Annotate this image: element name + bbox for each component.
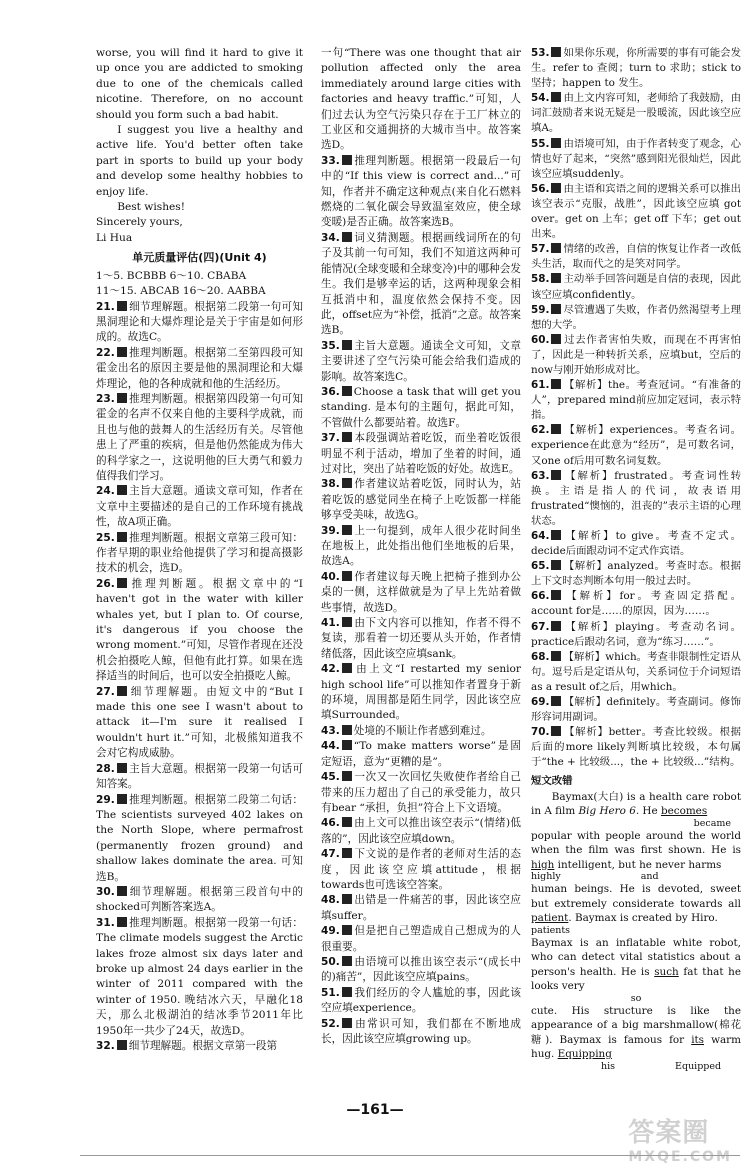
question-number: 48. — [321, 894, 340, 907]
explanation-item — [531, 529, 741, 559]
question-number: 66. — [531, 590, 550, 603]
explanation-item — [531, 589, 741, 619]
question-number: 38. — [321, 478, 340, 491]
explanation-text: 推理判断题。根据第一段第一句话：The climate models suggest the Arctic lakes froze almost six days later and broke up almost 24 days earlier in the winter of 2011 compared with the winter of 1950. 晚结冰六天，早融化18天，那么北极湖泊的结冰季节2011年比1950年一共少了24天，故选D。 — [96, 916, 303, 1037]
explanation-item — [96, 685, 303, 762]
explanation-item — [321, 339, 521, 385]
explanation-list — [531, 46, 741, 771]
answer-box-icon — [551, 334, 561, 344]
explanation-item — [531, 620, 741, 650]
explanation-item — [531, 559, 741, 589]
essay-text: popular with people around the world when the film was first shown. He is — [531, 829, 741, 857]
explanation-item — [321, 847, 521, 893]
question-number: 30. — [96, 885, 115, 898]
question-number: 36. — [321, 385, 340, 398]
letter-wishes: Best wishes! — [117, 201, 185, 214]
explanation-text: 【解析】frustrated。考查词性转换。主语是指人的代词，故表语用frustrated“懊恼的，沮丧的”表示主语的心理状态。 — [531, 469, 741, 527]
correction-mark: his Equipped — [601, 1060, 722, 1072]
explanation-item — [531, 137, 741, 182]
answer-box-icon — [342, 740, 352, 750]
explanation-text: 【解析】to give。考查不定式。decide后面跟动词不定式作宾语。 — [531, 530, 741, 558]
question-number: 67. — [531, 620, 550, 633]
answer-box-icon — [551, 651, 561, 661]
explanation-item — [321, 1017, 521, 1048]
error-word: such — [654, 965, 679, 978]
question-number: 54. — [531, 92, 550, 105]
explanation-text: 由上文内容可知，老师给了我鼓励，由词汇鼓励者来说无疑是一股暖流，因此该空应填A。 — [531, 92, 741, 135]
correction-title: 短文改错 — [531, 774, 573, 787]
explanation-item — [531, 182, 741, 242]
letter-closing: Sincerely yours, — [96, 216, 183, 229]
correction-mark: patients — [531, 924, 571, 936]
explanation-item — [321, 662, 521, 724]
answer-box-icon — [117, 393, 127, 403]
question-number: 70. — [531, 726, 550, 739]
explanation-text: 【解析】better。考查比较级。根据后面的more likely判断填比较级，本句属于“the + 比较级...，the + 比较级...”结构。 — [531, 726, 741, 769]
question-number: 37. — [321, 432, 340, 445]
explanation-list — [96, 300, 303, 1055]
answer-box-icon — [117, 485, 127, 495]
answer-box-icon — [551, 243, 561, 253]
question-number: 63. — [531, 469, 550, 482]
answer-box-icon — [342, 894, 352, 904]
question-number: 25. — [96, 531, 115, 544]
explanation-text: 过去作者害怕失败，而现在不再害怕了，因此是一种转折关系，应填but，空后的now与刚开始形成对比。 — [531, 333, 741, 376]
watermark-logo: 答案圈 MXQE.COM — [628, 1118, 732, 1165]
explanation-item — [321, 955, 521, 986]
answer-key: 11～15. ABCAB 16～20. AABBA — [96, 285, 266, 298]
explanation-item — [321, 46, 521, 154]
explanation-text: 【解析】the。考查冠词。“有准备的人”，prepared mind前应加定冠词，表示特指。 — [531, 379, 741, 422]
explanation-item — [531, 303, 741, 333]
question-number: 62. — [531, 424, 550, 437]
explanation-item — [96, 346, 303, 392]
question-number: 26. — [96, 577, 115, 590]
explanation-text: 由上文“I restarted my senior high school life”可以推知作者置身于新的环境，周围都是陌生同学，因此该空应填Surrounded。 — [321, 663, 521, 722]
explanation-text: 本段强调站着吃饭，而坐着吃饭很明显不利于活动，增加了坐着的时间，通过对比，突出了站着吃饭的好处。故选E。 — [321, 432, 521, 475]
question-number: 40. — [321, 570, 340, 583]
explanation-text: 如果你乐观，你所需要的事有可能会发生。refer to 查阅；turn to 求助；stick to 坚持；happen to 发生。 — [531, 47, 741, 90]
explanation-text: 作者建议站着吃饭，同时认为，站着吃饭的感觉同坐在椅子上吃饭都一样能够享受美味，故选G。 — [321, 478, 521, 522]
explanation-text: 【解析】for。考查固定搭配。account for是……的原因，因为……。 — [531, 590, 741, 618]
explanation-text: 由上文可以推出该空表示“(情绪)低落的”，因此该空应填down。 — [321, 817, 521, 845]
explanation-text: 由语境可知，由于作者转变了观念，心情也好了起来，“突然”感到阳光很灿烂，因此该空应填suddenly。 — [531, 137, 741, 180]
explanation-text: 推理判断题。根据文章中的“I haven't got in the water with killer whales yet, but I plan to. Of course, it's dangerous if you choose the wrong moment.”可知，尽管作者现在还没机会拍摄吃人鲸，但他有此打算。如果在选择适当的时间后，也可以安全拍摄吃人鲸。 — [96, 577, 303, 683]
explanation-text: 推理判断题。根据第二段第二句话：The scientists surveyed 402 lakes on the North Slope, where permafrost (permanently frozen ground) and shallow lakes dominate the area. 可知选B。 — [96, 793, 303, 883]
answer-box-icon — [551, 273, 561, 283]
answer-box-icon — [117, 917, 127, 927]
question-number: 46. — [321, 817, 340, 830]
explanation-item — [96, 392, 303, 484]
explanation-item — [321, 154, 521, 231]
answer-box-icon — [551, 379, 561, 389]
question-number: 52. — [321, 1017, 340, 1030]
answer-box-icon — [342, 987, 352, 997]
question-number: 23. — [96, 392, 115, 405]
question-number: 58. — [531, 273, 550, 286]
answer-box-icon — [342, 848, 352, 858]
explanation-text: 细节理解题。根据第三段首句中的shocked可判断答案选A。 — [96, 885, 303, 914]
answer-box-icon — [117, 686, 127, 696]
answer-box-icon — [342, 1018, 352, 1028]
explanation-item — [96, 793, 303, 885]
explanation-item — [96, 531, 303, 577]
answer-box-icon — [117, 578, 127, 588]
question-number: 50. — [321, 955, 340, 968]
explanation-item — [96, 916, 303, 1039]
explanation-item — [321, 385, 521, 431]
explanation-item — [531, 242, 741, 272]
essay-text: warm hug. — [531, 1033, 741, 1061]
question-number: 68. — [531, 650, 550, 663]
explanation-text: 主旨大意题。通读全文可知，文章主要讲述了空气污染可能会给我们造成的影响。故答案选C。 — [321, 339, 521, 383]
question-number: 27. — [96, 685, 115, 698]
answer-box-icon — [551, 470, 561, 480]
question-number: 44. — [321, 740, 340, 753]
film-title: Big Hero 6 — [578, 805, 636, 818]
essay-text: fat that he looks very — [531, 965, 742, 993]
essay-text: . He — [635, 805, 658, 818]
answer-box-icon — [551, 92, 561, 102]
answer-box-icon — [342, 571, 352, 581]
explanation-item — [96, 577, 303, 685]
answer-box-icon — [342, 925, 352, 935]
explanation-item — [321, 570, 521, 616]
explanation-item — [96, 1039, 303, 1054]
question-number: 59. — [531, 303, 550, 316]
column-right — [531, 46, 741, 1072]
explanation-text: 细节理解题。根据第二段第一句可知黑洞理论和大爆炸理论是关于宇宙是如何形成的。故选C。 — [96, 300, 303, 344]
explanation-text: 词义猜测题。根据画线词所在的句子及其前一句可知，我们不知道这两种可能情况(全球变暖和全球变冷)中的哪种会发生。我们是够幸运的话，这两种现象会相互抵消中和，温度依然会保持不变。因此，offset应为“补偿，抵消”之意。故答案选B。 — [321, 231, 521, 337]
letter-paragraph: I suggest you live a healthy and active life. You'd better often take part in sports to build up your body and develop some healthy hobbies to enjoy life. — [96, 124, 303, 198]
error-word: becomes — [660, 805, 708, 818]
answer-box-icon — [117, 301, 127, 311]
explanation-list — [321, 46, 521, 1047]
question-number: 32. — [96, 1040, 115, 1052]
question-number: 49. — [321, 925, 340, 938]
question-number: 57. — [531, 243, 550, 256]
correction-mark: became — [693, 817, 731, 829]
answer-box-icon — [551, 183, 561, 193]
question-number: 41. — [321, 617, 340, 630]
answer-box-icon — [117, 794, 127, 804]
essay-text: human beings. He is devoted, sweet but extremely considerate towards all — [531, 883, 741, 910]
answer-box-icon — [551, 138, 561, 148]
answer-box-icon — [551, 621, 561, 631]
explanation-item — [531, 695, 741, 725]
answer-box-icon — [342, 956, 352, 966]
column-middle — [321, 46, 521, 1047]
explanation-text: 作者建议每天晚上把椅子推到办公桌的一侧，这样做就是为了早上先站着做些事情，故选D。 — [321, 570, 521, 614]
explanation-item — [321, 893, 521, 924]
correction-mark: so — [630, 992, 642, 1004]
explanation-text: 情绪的改善，自信的恢复让作者一改低头生活，取而代之的是笑对同学。 — [531, 243, 741, 271]
bottom-rule — [80, 1155, 740, 1156]
answer-box-icon — [342, 155, 352, 165]
explanation-text: 细节理解题。根据文章第一段第 — [128, 1040, 278, 1052]
explanation-text: 【解析】analyzed。考查时态。根据上下文时态判断本句用一般过去时。 — [531, 560, 741, 588]
answer-box-icon — [342, 817, 352, 827]
explanation-item — [321, 739, 521, 770]
page-number: —161— — [346, 1102, 404, 1118]
explanation-item — [96, 885, 303, 916]
error-word: Equipping — [557, 1048, 612, 1061]
question-number: 31. — [96, 916, 115, 929]
explanation-item — [531, 378, 741, 423]
explanation-item — [321, 431, 521, 477]
answer-box-icon — [551, 726, 561, 736]
question-number: 53. — [531, 47, 550, 59]
answer-box-icon — [551, 304, 561, 314]
explanation-text: 推理判断题。根据第四段第一句可知霍金的名声不仅来自他的主要科学成就，而且也与他的鼓舞人的生活经历有关。尽管他患上了严重的疾病，但是他仍然能成为伟大的科学家之一，这说明他的巨大勇气和毅力值得我们学习。 — [96, 392, 303, 482]
explanation-text: 但是把自己塑造成自己想成为的人很重要。 — [321, 925, 521, 953]
question-number: 24. — [96, 485, 115, 498]
explanation-item — [531, 650, 741, 695]
section-title: 单元质量评估(四)(Unit 4) — [132, 251, 267, 265]
explanation-text: 上一句提到，成年人很少花时间坐在地板上，此处指出他们坐地板的后果，故选A。 — [321, 524, 521, 568]
explanation-text: 出错是一件痛苦的事，因此该空应填suffer。 — [321, 894, 521, 922]
answer-box-icon — [342, 340, 352, 350]
answer-box-icon — [117, 532, 127, 542]
explanation-item — [321, 816, 521, 847]
answer-box-icon — [551, 590, 561, 600]
letter-signature: Li Hua — [96, 231, 133, 244]
answer-box-icon — [551, 530, 561, 540]
answer-box-icon — [342, 525, 352, 535]
explanation-item — [531, 272, 741, 302]
explanation-item — [321, 477, 521, 523]
explanation-text: 下文说的是作者的老师对生活的态度，因此该空应填attitude，根据towards也可选该空答案。 — [321, 848, 521, 891]
explanation-text: 由语境可以推出该空表示“(成长中的)痛苦”，因此该空应填pains。 — [321, 955, 521, 984]
answer-box-icon — [551, 47, 561, 57]
question-number: 43. — [321, 724, 340, 737]
answer-box-icon — [342, 663, 352, 673]
explanation-text: 一次又一次回忆失败使作者给自己带来的压力超出了自己的承受能力，故只有bear “承担，负担”符合上下文语境。 — [321, 771, 521, 814]
explanation-text: 细节理解题。由短文中的“But I made this one see I wasn't about to attack it—I'm sure it realised I wouldn't hurt it.”可知，北极熊知道我不会对它构成威胁。 — [96, 685, 303, 760]
explanation-text: “To make matters worse”是固定短语，意为“更糟的是”。 — [321, 740, 521, 768]
explanation-text: 【解析】playing。考查动名词。practice后跟动名词，意为“练习……”。 — [531, 620, 741, 648]
answer-box-icon — [342, 478, 352, 488]
explanation-text: 【解析】which。考查非限制性定语从句。逗号后是定语从句，关系词位于介词短语as a result of之后，用which。 — [531, 650, 741, 693]
explanation-text: 我们经历的令人尴尬的事，因此该空应填experience。 — [321, 986, 521, 1015]
answer-box-icon — [117, 347, 127, 357]
explanation-item — [531, 423, 741, 468]
answer-box-icon — [342, 232, 352, 242]
correction-essay — [531, 790, 741, 1072]
explanation-item — [531, 333, 741, 378]
answer-box-icon — [342, 725, 352, 735]
explanation-text: 由主语和宾语之间的逻辑关系可以推出该空表示“克服，战胜”，因此该空应填 got over。get on 上车；get off 下车；get out 出来。 — [531, 182, 741, 241]
explanation-text: 一句“There was one thought that air pollution affected only the area immediately around large cities with factories and heavy traffic.”可知，人们过去认为空气污染只存在于工厂林立的工业区和交通拥挤的大城市当中。故答案选D。 — [321, 47, 521, 152]
answer-box-icon — [117, 763, 127, 773]
explanation-text: 由常识可知，我们都在不断地成长，因此该空应填growing up。 — [321, 1017, 521, 1045]
question-number: 55. — [531, 137, 550, 150]
explanation-text: 由下文内容可以推知，作者不得不复读，那看着一切还要从头开始，作者情绪低落，因此该空应填sank。 — [321, 617, 521, 660]
explanation-text: 推理判断题。根据第二至第四段可知霍金出名的原因主要是他的黑洞理论和大爆炸理论，他的各种成就和他的生活经历。 — [96, 346, 303, 390]
error-word: its — [691, 1033, 705, 1046]
question-number: 60. — [531, 333, 550, 346]
question-number: 39. — [321, 524, 340, 537]
correction-mark: highly and — [531, 871, 659, 883]
error-word: patient — [531, 912, 569, 925]
question-number: 35. — [321, 339, 340, 352]
explanation-text: 尽管遭遇了失败，作者仍然渴望考上理想的大学。 — [531, 303, 741, 331]
explanation-item — [321, 724, 521, 739]
explanation-item — [321, 616, 521, 662]
explanation-item — [321, 231, 521, 339]
explanation-text: 主旨大意题。根据第一段第一句话可知答案。 — [96, 762, 303, 791]
answer-box-icon — [342, 432, 352, 442]
explanation-item — [321, 770, 521, 816]
explanation-text: 处境的不顺让作者感到难过。 — [353, 724, 492, 737]
question-number: 28. — [96, 762, 115, 775]
explanation-item — [531, 725, 741, 770]
explanation-item — [321, 524, 521, 570]
explanation-item — [531, 46, 741, 91]
explanation-text: 【解析】experiences。考查名词。experience在此意为“经历”，是可数名词，又one of后用可数名词复数。 — [531, 424, 741, 467]
question-number: 22. — [96, 346, 115, 359]
explanation-text: 推理判断题。根据第一段最后一句中的“If this view is correct and...”可知，作者并不确定这种观点(来自化石燃料燃烧的二氧化碳会导致温室效应，使全球变暖)是否正确。故答案选B。 — [321, 154, 521, 229]
answer-key: 1～5. BCBBB 6～10. CBABA — [96, 269, 247, 282]
explanation-text: 【解析】definitely。考查副词。修饰形容词用副词。 — [531, 696, 741, 724]
letter-paragraph: worse, you will find it hard to give it up once you are addicted to smoking due to one of the chemicals called nicotine. Therefore, on no account should you form such a bad habit. — [96, 47, 303, 121]
error-word: high — [531, 858, 555, 871]
explanation-text: Choose a task that will get you standing. 是本句的主题句，据此可知，不管做什么都要站着。故选F。 — [321, 385, 521, 429]
question-number: 45. — [321, 771, 340, 784]
explanation-item — [96, 484, 303, 530]
explanation-text: 主动举手回答问题是自信的表现，因此该空应填confidently。 — [531, 273, 741, 301]
explanation-item — [321, 924, 521, 955]
answer-box-icon — [342, 386, 352, 396]
essay-text: . Baymax is created by Hiro. — [568, 912, 718, 925]
question-number: 42. — [321, 663, 340, 676]
essay-text: cute. His structure is like the appearance of a big marshmallow(棉花糖). Baymax is famous for — [531, 1004, 741, 1046]
essay-text: Baymax(大白) is a health care robot in A film — [531, 790, 741, 818]
explanation-item — [96, 300, 303, 346]
question-number: 21. — [96, 300, 115, 313]
question-number: 64. — [531, 530, 550, 542]
answer-box-icon — [551, 696, 561, 706]
answer-box-icon — [117, 886, 127, 896]
question-number: 65. — [531, 560, 550, 573]
explanation-text: 推理判断题。根据文章第三段可知：作者早期的职业给他提供了学习和提高摄影技术的机会，选D。 — [96, 531, 303, 575]
explanation-item — [96, 762, 303, 793]
answer-box-icon — [551, 424, 561, 434]
question-number: 56. — [531, 182, 550, 195]
question-number: 33. — [321, 154, 340, 167]
question-number: 69. — [531, 696, 550, 709]
question-number: 61. — [531, 379, 550, 392]
question-number: 34. — [321, 231, 340, 244]
essay-text: intelligent, but he never harms — [557, 858, 722, 871]
answer-box-icon — [551, 560, 561, 570]
column-left — [96, 46, 303, 1054]
essay-text: Baymax is an inflatable white robot, who can detect vital statistics about a person's health. He is — [531, 936, 741, 978]
explanation-item — [321, 986, 521, 1017]
answer-box-icon — [342, 617, 352, 627]
question-number: 29. — [96, 793, 115, 806]
answer-box-icon — [117, 1040, 127, 1050]
explanation-item — [531, 469, 741, 529]
explanation-text: 主旨大意题。通读文章可知，作者在文章中主要描述的是自己的工作环境有挑战性，故A项正确。 — [96, 485, 303, 529]
question-number: 51. — [321, 986, 340, 999]
explanation-item — [531, 91, 741, 136]
answer-box-icon — [342, 771, 352, 781]
question-number: 47. — [321, 848, 340, 861]
